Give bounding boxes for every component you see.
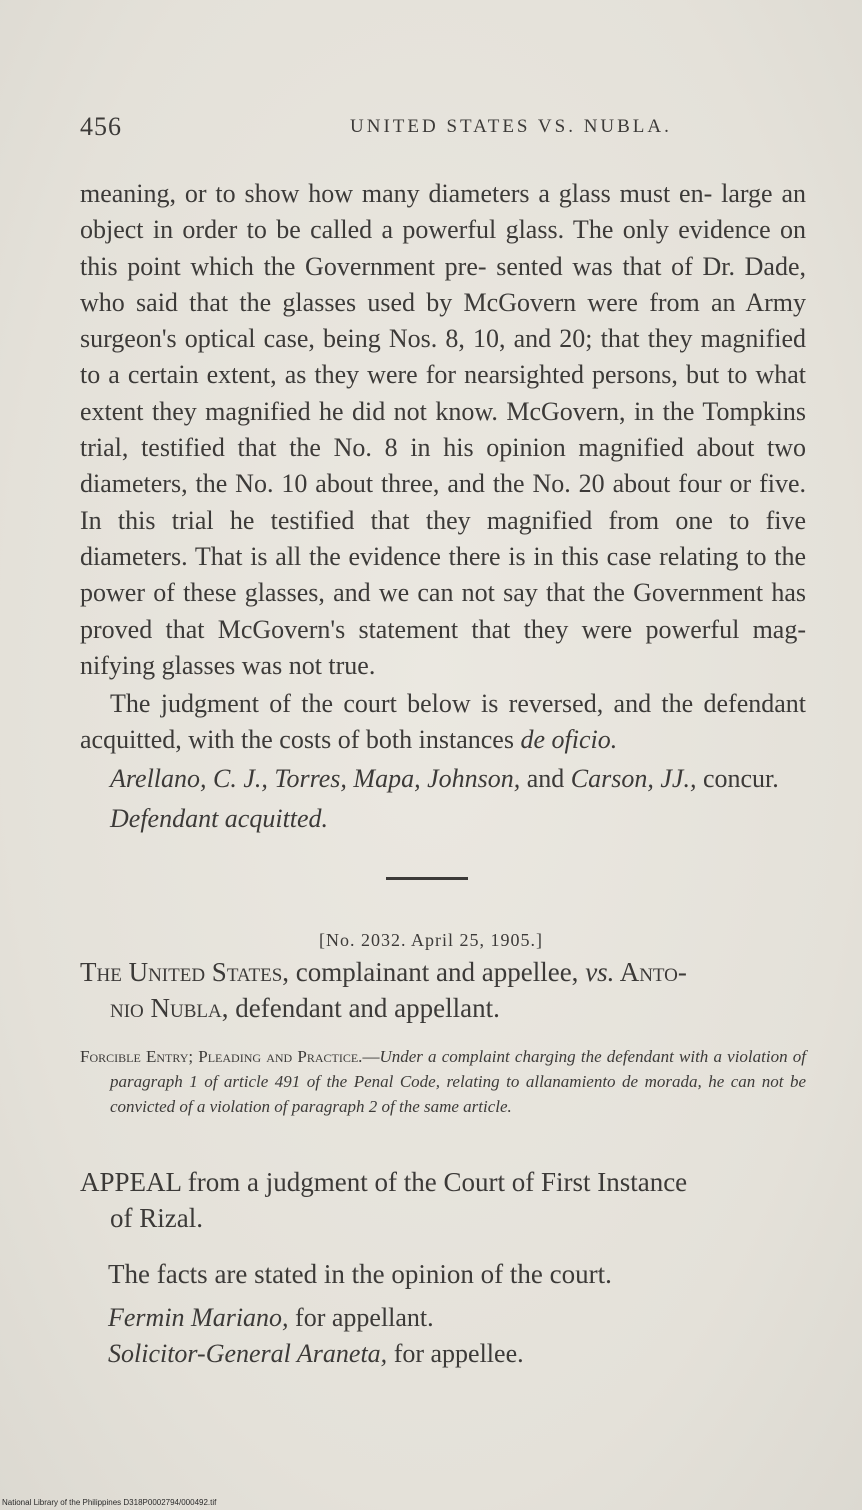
opinion-line: Tompkins trial, testified that the No. 8 in his opinion — [80, 396, 807, 463]
facts-statement: The facts are stated in the opinion of the court. — [108, 1259, 612, 1289]
headnote-paragraph — [80, 1044, 806, 1119]
section-divider — [386, 877, 468, 880]
headnote — [80, 1044, 806, 1119]
opinion-line: meaning, or to show how many diameters a glass must en- — [80, 179, 713, 208]
appeal-line-1: from a judgment of the Court of First Instance — [181, 1167, 688, 1197]
complainant-role: complainant and appellee, — [289, 957, 586, 987]
opinion-line: the No. 20 about four or five. In this trial he testified that — [80, 469, 807, 535]
party-complainant: The United States, — [80, 957, 290, 987]
opinion-paragraph — [80, 176, 806, 684]
counsel-list — [108, 1300, 808, 1372]
counsel-appellee — [108, 1336, 808, 1372]
counsel-role: for appellant. — [288, 1303, 434, 1332]
headnote-text-1: Under a complaint charging the defendant with a violation of paragraph 1 of article 491 of the Penal Code, relating to — [110, 1047, 806, 1091]
scan-credit: National Library of the Philippines D318P0002794/000492.tif — [2, 1498, 217, 1507]
concurrence-paragraph — [80, 761, 806, 797]
case-title-line — [80, 990, 806, 1026]
appeal-lead: APPEAL — [80, 1167, 182, 1197]
defendant-role: defendant and appellant. — [228, 993, 500, 1023]
opinion-line: large an object in order to be called a powerful glass. The — [80, 179, 806, 245]
opinion-line: extent, as they were for nearsighted persons, but to what — [206, 360, 807, 390]
page-header — [80, 112, 800, 152]
opinion-line: sented was that of Dr. Dade, who said that the glasses used — [80, 251, 807, 317]
counsel-name: Solicitor-General Araneta, — [108, 1339, 388, 1368]
opinion-line: being Nos. 8, 10, and 20; that they magnified to a certain — [80, 324, 807, 390]
docket-line: [No. 2032. April 25, 1905.] — [319, 930, 543, 950]
headnote-topic: Forcible Entry; Pleading and Practice. — [80, 1047, 363, 1066]
headnote-text-2: he can not be convicted of a violation of paragraph 2 of the same article. — [110, 1072, 807, 1116]
appeal-line — [80, 1164, 806, 1200]
judgment-paragraph — [80, 686, 806, 759]
opinion-line: extent they magnified he did not know. McGovern, in the — [80, 396, 695, 426]
opinion-line: nifying glasses was not true. — [80, 650, 376, 680]
party-defendant-end: nio Nubla, — [110, 993, 229, 1023]
opinion-line: glasses, and we can not say that the Government has proved — [80, 578, 806, 644]
case-title — [80, 954, 806, 1026]
appeal-line-2: of Rizal. — [110, 1203, 203, 1233]
opinion-line: by McGovern were from an Army surgeon's optical case, — [80, 287, 807, 354]
appeal-statement — [80, 1164, 806, 1236]
judgment-text: The judgment of the court below is reversed, and the defendant acquitted, with the costs of both instances — [80, 689, 806, 755]
page-number: 456 — [80, 112, 122, 141]
party-defendant-start: Anto- — [614, 957, 687, 987]
result-line: Defendant acquitted. — [110, 804, 329, 834]
running-head: UNITED STATES VS. NUBLA. — [350, 116, 672, 137]
counsel-name: Fermin Mariano, — [108, 1303, 289, 1332]
opinion-line: they magnified from one to five diameters. That is all the — [80, 505, 806, 571]
concur-word: concur. — [702, 763, 779, 793]
de-oficio: de oficio. — [520, 725, 618, 755]
opinion-line: only evidence on this point which the Government pre- — [80, 215, 806, 281]
opinion-line: that McGovern's statement that they were powerful mag- — [165, 614, 806, 644]
opinion-line: magnified about two diameters, the No. 10 about three, and — [80, 433, 806, 499]
case-title-line — [80, 954, 806, 990]
concur-last-justice: Carson, JJ., — [570, 763, 697, 793]
opinion-line: evidence there is in this case relating to the power of these — [80, 541, 806, 608]
concur-justices: Arellano, C. J., Torres, Mapa, Johnson, — [110, 763, 521, 793]
concur-and: and — [520, 763, 571, 793]
counsel-appellant — [108, 1300, 808, 1336]
counsel-role: for appellee. — [387, 1339, 524, 1368]
headnote-spanish-term: allanamiento de morada, — [525, 1072, 702, 1091]
headnote-dash: — — [362, 1047, 380, 1066]
opinion-text — [80, 176, 806, 837]
versus: vs. — [585, 957, 615, 987]
